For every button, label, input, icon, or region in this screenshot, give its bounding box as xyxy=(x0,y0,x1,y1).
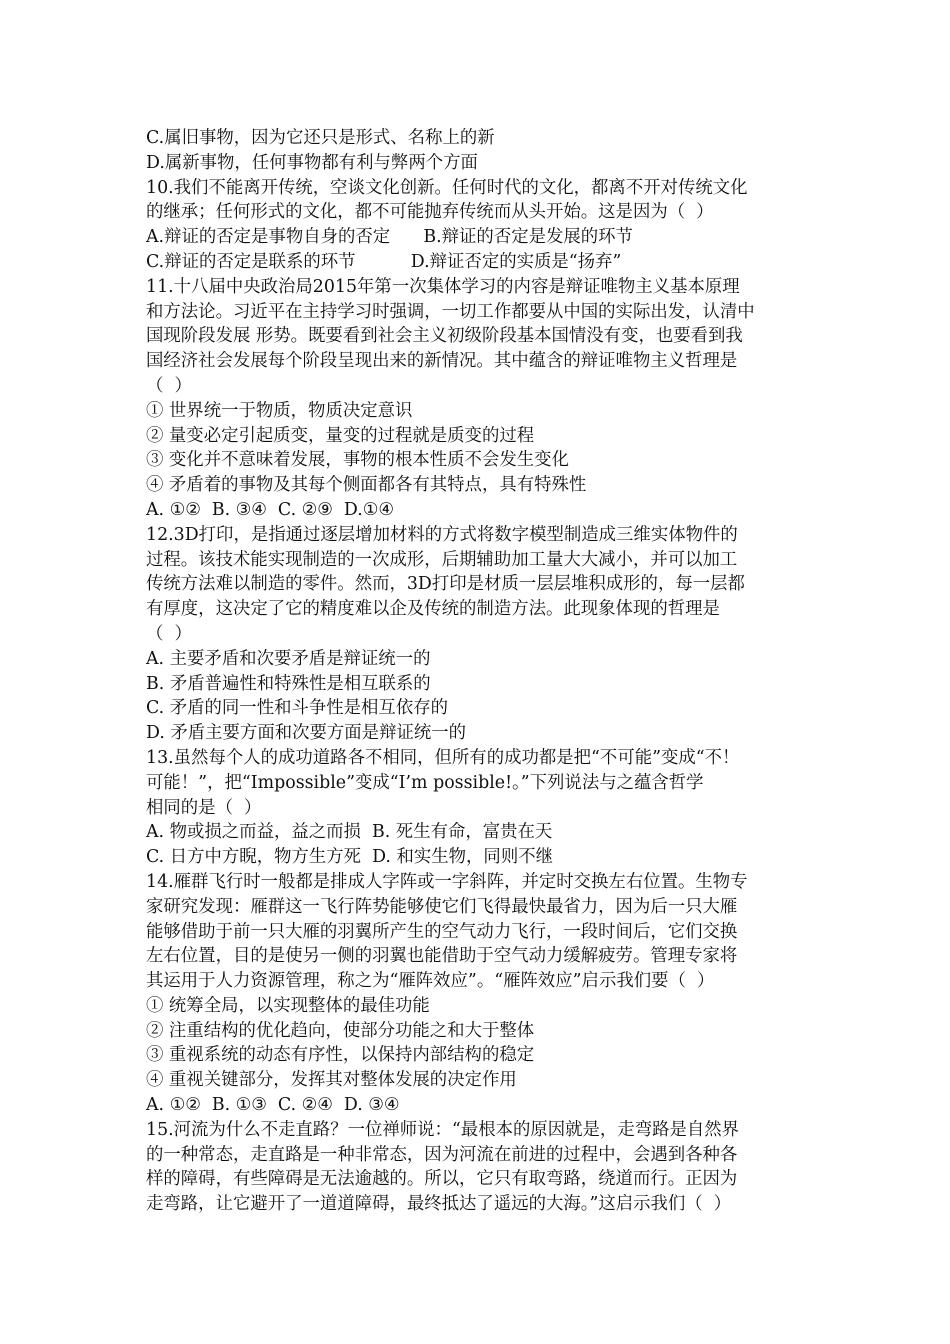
text-line: 和方法论。习近平在主持学习时强调，一切工作都要从中国的实际出发，认清中 xyxy=(146,301,755,322)
text-line: 相同的是（ ） xyxy=(146,797,262,818)
text-line: （ ） xyxy=(146,623,192,644)
text-line: （ ） xyxy=(146,375,192,396)
text-line: 有厚度，这决定了它的精度难以企及传统的制造方法。此现象体现的哲理是 xyxy=(146,599,720,620)
text-line: C. 日方中方睨，物方生方死 D. 和实生物，同则不继 xyxy=(146,847,553,868)
text-line: ① 统筹全局，以实现整体的最佳功能 xyxy=(146,995,430,1016)
text-line: 13.虽然每个人的成功道路各不相同，但所有的成功都是把“不可能”变成“不！ xyxy=(146,747,740,768)
text-line: 能够借助于前一只大雁的羽翼所产生的空气动力飞行，一段时间后，它们交换 xyxy=(146,921,738,942)
text-line: D. 矛盾主要方面和次要方面是辩证统一的 xyxy=(146,723,467,744)
text-line: B. 矛盾普遍性和特殊性是相互联系的 xyxy=(146,673,431,694)
text-line: 的一种常态，走直路是一种非常态，因为河流在前进的过程中，会遇到各种各 xyxy=(146,1144,738,1165)
text-line: C. 矛盾的同一性和斗争性是相互依存的 xyxy=(146,698,448,719)
text-line: 15.河流为什么不走直路？一位禅师说：“最根本的原因就是，走弯路是自然界 xyxy=(146,1119,740,1140)
text-line: 走弯路，让它避开了一道道障碍，最终抵达了遥远的大海。”这启示我们（ ） xyxy=(146,1194,732,1215)
text-line: 的继承；任何形式的文化，都不可能抛弃传统而从头开始。这是因为（ ） xyxy=(146,202,714,223)
text-line: ④ 矛盾着的事物及其每个侧面都各有其特点，具有特殊性 xyxy=(146,475,587,496)
text-line: 11.十八届中央政治局2015年第一次集体学习的内容是辩证唯物主义基本原理 xyxy=(146,276,740,297)
text-line: A. 物或损之而益，益之而损 B. 死生有命，富贵在天 xyxy=(146,822,553,843)
text-line: 家研究发现：雁群这一飞行阵势能够使它们飞得最快最省力，因为后一只大雁 xyxy=(146,896,738,917)
text-line: 其运用于人力资源管理，称之为“雁阵效应”。“雁阵效应”启示我们要（ ） xyxy=(146,971,715,992)
text-line: A. ①② B. ③④ C. ②⑨ D.①④ xyxy=(146,499,394,520)
text-line: 12.3D打印，是指通过逐层增加材料的方式将数字模型制造成三维实体物件的 xyxy=(146,524,738,545)
text-line: C.属旧事物，因为它还只是形式、名称上的新 xyxy=(146,128,495,148)
text-line: 传统方法难以制造的零件。然而，3D打印是材质一层层堆积成形的，每一层都 xyxy=(146,574,745,595)
text-line: 14.雁群飞行时一般都是排成人字阵或一字斜阵，并定时交换左右位置。生物专 xyxy=(146,871,748,892)
text-line: 10.我们不能离开传统，空谈文化创新。任何时代的文化，都离不开对传统文化 xyxy=(146,177,748,198)
text-line: ② 量变必定引起质变，量变的过程就是质变的过程 xyxy=(146,425,535,446)
text-line: 国经济社会发展每个阶段呈现出来的新情况。其中蕴含的辩证唯物主义哲理是 xyxy=(146,351,738,372)
text-line: ③ 重视系统的动态有序性，以保持内部结构的稳定 xyxy=(146,1045,535,1066)
text-line: A. 主要矛盾和次要矛盾是辩证统一的 xyxy=(146,648,431,669)
text-line: 可能！”，把“Impossible”变成“I’m possible!。”下列说法与之蕴含哲学 xyxy=(146,772,704,793)
text-line: ③ 变化并不意味着发展，事物的根本性质不会发生变化 xyxy=(146,450,569,471)
text-line: C.辩证的否定是联系的环节 D.辩证否定的实质是“扬弃” xyxy=(146,251,622,272)
text-line: ④ 重视关键部分，发挥其对整体发展的决定作用 xyxy=(146,1070,517,1091)
text-line: ① 世界统一于物质，物质决定意识 xyxy=(146,400,413,421)
text-line: 样的障碍，有些障碍是无法逾越的。所以，它只有取弯路，绕道而行。正因为 xyxy=(146,1169,738,1190)
text-line: ② 注重结构的优化趋向，使部分功能之和大于整体 xyxy=(146,1020,535,1041)
text-line: 左右位置，目的是使另一侧的羽翼也能借助于空气动力缓解疲劳。管理专家将 xyxy=(146,946,738,967)
text-line: A. ①② B. ①③ C. ②④ D. ③④ xyxy=(146,1095,400,1116)
text-line: 过程。该技术能实现制造的一次成形，后期辅助加工量大大减小，并可以加工 xyxy=(146,549,738,570)
text-line: 国现阶段发展 形势。既要看到社会主义初级阶段基本国情没有变，也要看到我 xyxy=(146,326,743,347)
document-page xyxy=(146,126,826,1217)
text-line: A.辩证的否定是事物自身的否定 B.辩证的否定是发展的环节 xyxy=(146,227,633,248)
text-line: D.属新事物，任何事物都有利与弊两个方面 xyxy=(146,152,478,173)
